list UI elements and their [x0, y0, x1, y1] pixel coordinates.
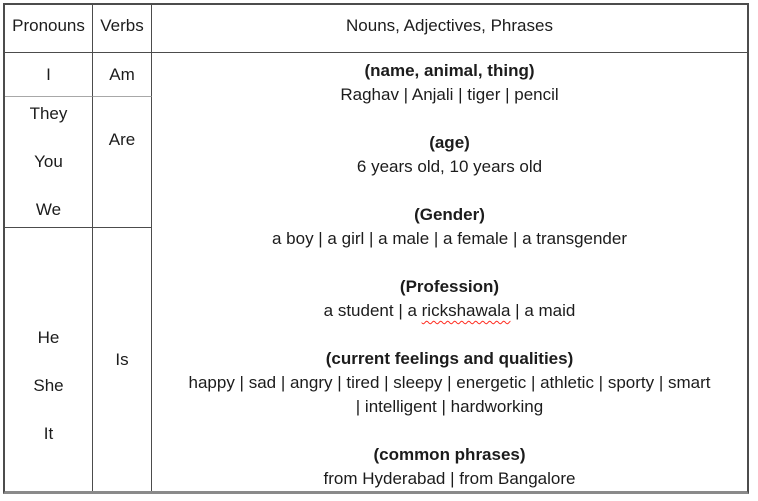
section-heading-common-phrases: (common phrases) [373, 445, 526, 464]
pronoun-they: They [29, 104, 68, 123]
header-cell-nouns [152, 5, 747, 53]
section-line-age: 6 years old, 10 years old [356, 157, 543, 176]
section-line-gender: a boy | a girl | a male | a female | a transgender [271, 229, 628, 248]
pronoun-it: It [43, 424, 54, 443]
section-heading-name-animal-thing: (name, animal, thing) [364, 61, 535, 80]
header-cell-pronouns [5, 5, 93, 53]
section-line-feelings-1: happy | sad | angry | tired | sleepy | energetic | athletic | sporty | smart [188, 373, 711, 392]
section-heading-gender: (Gender) [414, 205, 485, 224]
verb-cell-are [93, 97, 152, 228]
blank-line [160, 419, 739, 443]
pronoun-she: She [33, 376, 64, 395]
pronoun-cell-they-you-we [5, 97, 93, 228]
header-label-verbs: Verbs [100, 15, 144, 35]
nouns-adjectives-phrases-cell [152, 53, 747, 491]
blank-line [160, 107, 739, 131]
section-line-feelings-2: | intelligent | hardworking [355, 397, 544, 416]
pronoun-he: He [37, 328, 60, 347]
pronoun-you: You [34, 152, 63, 171]
pronoun-we: We [35, 200, 62, 219]
blank-line [160, 323, 739, 347]
pronoun-cell-he-she-it [5, 228, 93, 491]
verb-are: Are [108, 130, 136, 149]
pronoun-i: I [46, 64, 51, 84]
profession-pre-text: a student | a [323, 301, 422, 320]
profession-post-text: | a maid [510, 301, 576, 320]
verb-cell-is [93, 228, 152, 491]
header-label-nouns: Nouns, Adjectives, Phrases [346, 15, 553, 35]
grammar-table [3, 3, 749, 494]
blank-line [160, 179, 739, 203]
pronoun-cell-i [5, 53, 93, 97]
section-line-profession [160, 299, 739, 323]
section-heading-age: (age) [429, 133, 470, 152]
section-heading-feelings: (current feelings and qualities) [325, 349, 574, 368]
verb-cell-am [93, 53, 152, 97]
verb-am: Am [109, 64, 135, 84]
blank-line [160, 251, 739, 275]
misspelled-word-rickshawala: rickshawala [421, 301, 511, 320]
verb-is: Is [115, 349, 129, 369]
header-cell-verbs [93, 5, 152, 53]
section-line-common-phrases: from Hyderabad | from Bangalore [323, 469, 576, 488]
header-label-pronouns: Pronouns [12, 15, 85, 35]
section-heading-profession: (Profession) [399, 277, 500, 296]
section-line-names: Raghav | Anjali | tiger | pencil [340, 85, 559, 104]
